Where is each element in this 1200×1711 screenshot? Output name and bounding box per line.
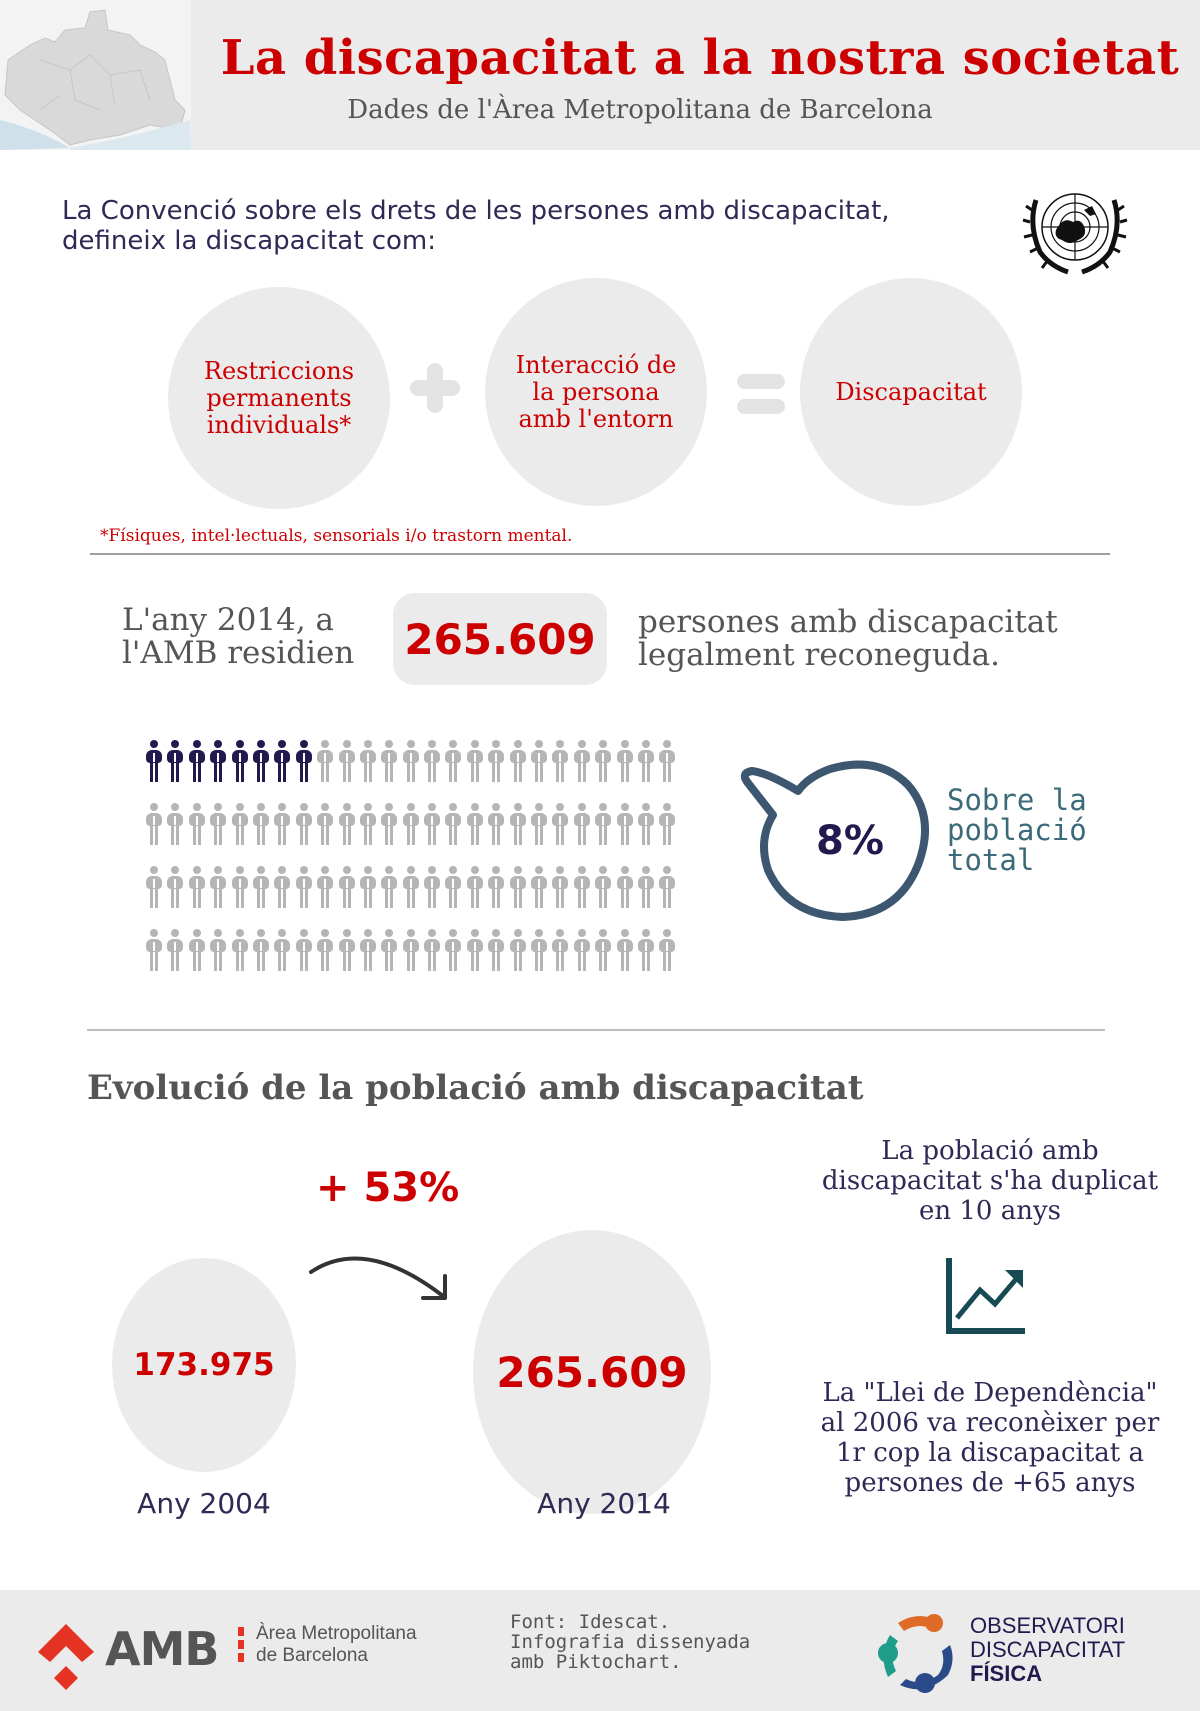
person-icon bbox=[656, 866, 677, 911]
person-icon bbox=[592, 803, 613, 848]
person-icon bbox=[207, 866, 228, 911]
term-restrictions-bubble bbox=[168, 287, 390, 509]
person-icon bbox=[571, 803, 592, 848]
person-icon bbox=[336, 929, 357, 974]
credits-line: amb Piktochart. bbox=[510, 1651, 682, 1673]
pictogram-row bbox=[143, 740, 683, 803]
obs-line-3: FÍSICA bbox=[970, 1661, 1043, 1686]
person-icon bbox=[336, 740, 357, 785]
section-divider bbox=[87, 1029, 1105, 1031]
person-icon bbox=[635, 740, 656, 785]
convention-line-1: La Convenció sobre els drets de les persones amb discapacitat, bbox=[62, 196, 890, 226]
person-icon bbox=[571, 929, 592, 974]
fact2-line: persones de +65 anys bbox=[844, 1468, 1136, 1498]
credits-line: Font: Idescat. bbox=[510, 1611, 671, 1633]
person-icon bbox=[485, 740, 506, 785]
person-icon bbox=[271, 929, 292, 974]
person-icon bbox=[549, 866, 570, 911]
person-icon-highlighted bbox=[229, 740, 250, 785]
percentage-value: 8% bbox=[816, 818, 884, 864]
person-icon bbox=[614, 740, 635, 785]
person-icon bbox=[614, 929, 635, 974]
credits-line: Infografia dissenyada bbox=[510, 1631, 751, 1653]
un-emblem-icon bbox=[1018, 180, 1133, 280]
person-icon bbox=[442, 803, 463, 848]
person-icon bbox=[400, 740, 421, 785]
person-icon bbox=[592, 866, 613, 911]
year-2004-label: Any 2004 bbox=[137, 1487, 271, 1520]
stat-outro bbox=[638, 606, 1058, 672]
value-2014-bubble bbox=[473, 1230, 711, 1514]
fact1-line: discapacitat s'ha duplicat bbox=[821, 1166, 1159, 1196]
equals-icon bbox=[737, 374, 785, 389]
fact2-line: La "Llei de Dependència" bbox=[822, 1378, 1158, 1408]
person-icon bbox=[164, 866, 185, 911]
person-icon bbox=[314, 866, 335, 911]
person-icon bbox=[186, 929, 207, 974]
fact-dependency-law bbox=[800, 1378, 1180, 1498]
person-icon-highlighted bbox=[250, 740, 271, 785]
plus-icon-vertical bbox=[427, 363, 443, 413]
person-icon bbox=[549, 803, 570, 848]
fact1-line: en 10 anys bbox=[918, 1196, 1062, 1226]
stat-outro-line-2: legalment reconeguda. bbox=[638, 637, 1001, 673]
person-icon bbox=[464, 803, 485, 848]
person-icon bbox=[421, 929, 442, 974]
person-icon bbox=[656, 740, 677, 785]
header-banner bbox=[0, 0, 1200, 150]
person-icon bbox=[528, 929, 549, 974]
person-icon bbox=[421, 866, 442, 911]
amb-subtitle bbox=[256, 1623, 417, 1667]
term-interaction-bubble bbox=[485, 278, 707, 506]
year-2014-label: Any 2014 bbox=[537, 1487, 671, 1520]
amb-subtitle-line-2: de Barcelona bbox=[256, 1645, 368, 1666]
fact2-line: 1r cop la discapacitat a bbox=[836, 1438, 1144, 1468]
obs-line-2: DISCAPACITAT bbox=[970, 1637, 1126, 1662]
value-2004-bubble bbox=[112, 1258, 296, 1472]
person-icon bbox=[614, 866, 635, 911]
amb-logo-dots bbox=[238, 1627, 245, 1665]
person-icon bbox=[314, 929, 335, 974]
stat-intro-line-1: L'any 2014, a bbox=[122, 602, 335, 638]
person-icon bbox=[207, 929, 228, 974]
person-icon bbox=[143, 929, 164, 974]
fact-duplicated bbox=[800, 1136, 1180, 1226]
person-icon bbox=[528, 866, 549, 911]
result-label: Discapacitat bbox=[835, 377, 987, 406]
term2-line: amb l'entorn bbox=[518, 404, 674, 433]
person-icon bbox=[507, 929, 528, 974]
person-icon bbox=[400, 929, 421, 974]
person-icon bbox=[442, 929, 463, 974]
person-icon bbox=[421, 740, 442, 785]
term1-line: permanents bbox=[206, 383, 352, 412]
person-icon bbox=[571, 740, 592, 785]
percentage-label-line: total bbox=[947, 843, 1035, 877]
trending-up-chart-icon bbox=[945, 1258, 1027, 1335]
person-icon bbox=[421, 803, 442, 848]
person-icon bbox=[229, 929, 250, 974]
person-icon bbox=[464, 740, 485, 785]
person-icon bbox=[357, 740, 378, 785]
person-icon bbox=[571, 866, 592, 911]
person-icon bbox=[229, 803, 250, 848]
amb-map-thumbnail bbox=[0, 0, 191, 150]
person-icon bbox=[485, 866, 506, 911]
person-icon-highlighted bbox=[271, 740, 292, 785]
value-2004: 173.975 bbox=[133, 1347, 275, 1383]
section-divider bbox=[90, 553, 1110, 555]
person-icon bbox=[592, 740, 613, 785]
page-subtitle: Dades de l'Àrea Metropolitana de Barcelona bbox=[347, 95, 933, 125]
person-icon-highlighted bbox=[143, 740, 164, 785]
person-icon bbox=[400, 866, 421, 911]
person-icon bbox=[614, 803, 635, 848]
evolution-title: Evolució de la població amb discapacitat bbox=[87, 1068, 864, 1108]
stat-intro-line-2: l'AMB residien bbox=[122, 635, 355, 671]
person-icon bbox=[549, 740, 570, 785]
person-icon bbox=[207, 803, 228, 848]
person-icon bbox=[635, 866, 656, 911]
person-icon bbox=[378, 803, 399, 848]
person-icon bbox=[528, 803, 549, 848]
person-icon bbox=[464, 929, 485, 974]
amb-logo-text: AMB bbox=[105, 1622, 219, 1676]
person-icon bbox=[143, 866, 164, 911]
equals-icon-bar bbox=[737, 399, 785, 414]
person-icon bbox=[314, 740, 335, 785]
term2-line: Interacció de bbox=[515, 350, 677, 379]
person-icon-highlighted bbox=[164, 740, 185, 785]
person-icon-highlighted bbox=[293, 740, 314, 785]
person-icon bbox=[186, 803, 207, 848]
stat-value-badge: 265.609 bbox=[393, 593, 607, 685]
term2-line: la persona bbox=[532, 377, 660, 406]
person-icon-highlighted bbox=[207, 740, 228, 785]
person-icon bbox=[656, 929, 677, 974]
person-icon bbox=[229, 866, 250, 911]
person-icon bbox=[271, 803, 292, 848]
result-disability-bubble bbox=[800, 278, 1022, 506]
person-icon bbox=[186, 866, 207, 911]
term1-line: Restriccions bbox=[203, 356, 355, 385]
person-icon bbox=[293, 929, 314, 974]
page-title: La discapacitat a la nostra societat bbox=[220, 30, 1180, 86]
person-icon bbox=[271, 866, 292, 911]
person-icon bbox=[507, 866, 528, 911]
pictogram-row bbox=[143, 803, 683, 866]
person-icon bbox=[293, 803, 314, 848]
term1-line: individuals* bbox=[206, 410, 352, 439]
person-icon bbox=[485, 929, 506, 974]
person-icon bbox=[143, 803, 164, 848]
obs-line-1: OBSERVATORI bbox=[970, 1613, 1125, 1638]
person-icon-highlighted bbox=[186, 740, 207, 785]
footnote: *Físiques, intel·lectuals, sensorials i/o trastorn mental. bbox=[100, 526, 573, 546]
person-icon bbox=[336, 803, 357, 848]
fact2-line: al 2006 va reconèixer per bbox=[820, 1408, 1160, 1438]
person-icon bbox=[293, 866, 314, 911]
observatori-logo-icon bbox=[870, 1605, 965, 1700]
person-icon bbox=[507, 803, 528, 848]
person-icon bbox=[507, 740, 528, 785]
person-icon bbox=[378, 740, 399, 785]
fact1-line: La població amb bbox=[881, 1136, 1099, 1166]
person-icon bbox=[357, 803, 378, 848]
person-icon bbox=[250, 866, 271, 911]
person-icon bbox=[656, 803, 677, 848]
person-icon bbox=[336, 866, 357, 911]
percentage-label-line: Sobre la bbox=[947, 783, 1087, 817]
pictogram-row bbox=[143, 929, 683, 992]
person-icon bbox=[378, 929, 399, 974]
source-credits bbox=[510, 1612, 750, 1672]
person-icon bbox=[357, 866, 378, 911]
person-icon bbox=[314, 803, 335, 848]
person-icon bbox=[357, 929, 378, 974]
observatori-logo-text bbox=[970, 1614, 1125, 1686]
person-icon bbox=[592, 929, 613, 974]
curved-arrow-icon bbox=[305, 1250, 455, 1310]
person-icon bbox=[485, 803, 506, 848]
stat-outro-line-1: persones amb discapacitat bbox=[638, 604, 1058, 640]
value-2014: 265.609 bbox=[496, 1347, 688, 1397]
population-pictogram bbox=[143, 740, 683, 992]
person-icon bbox=[549, 929, 570, 974]
convention-line-2: defineix la discapacitat com: bbox=[62, 226, 436, 256]
person-icon bbox=[400, 803, 421, 848]
person-icon bbox=[442, 740, 463, 785]
person-icon bbox=[250, 929, 271, 974]
person-icon bbox=[378, 866, 399, 911]
pictogram-row bbox=[143, 866, 683, 929]
amb-subtitle-line-1: Àrea Metropolitana bbox=[256, 1623, 417, 1644]
person-icon bbox=[635, 803, 656, 848]
person-icon bbox=[164, 929, 185, 974]
stat-intro bbox=[122, 604, 354, 670]
growth-percentage: + 53% bbox=[316, 1165, 460, 1211]
person-icon bbox=[528, 740, 549, 785]
convention-intro bbox=[62, 196, 1012, 256]
person-icon bbox=[464, 866, 485, 911]
percentage-label bbox=[947, 785, 1087, 875]
amb-logo-icon bbox=[34, 1618, 114, 1698]
percentage-label-line: població bbox=[947, 813, 1087, 847]
person-icon bbox=[250, 803, 271, 848]
person-icon bbox=[164, 803, 185, 848]
person-icon bbox=[442, 866, 463, 911]
person-icon bbox=[635, 929, 656, 974]
